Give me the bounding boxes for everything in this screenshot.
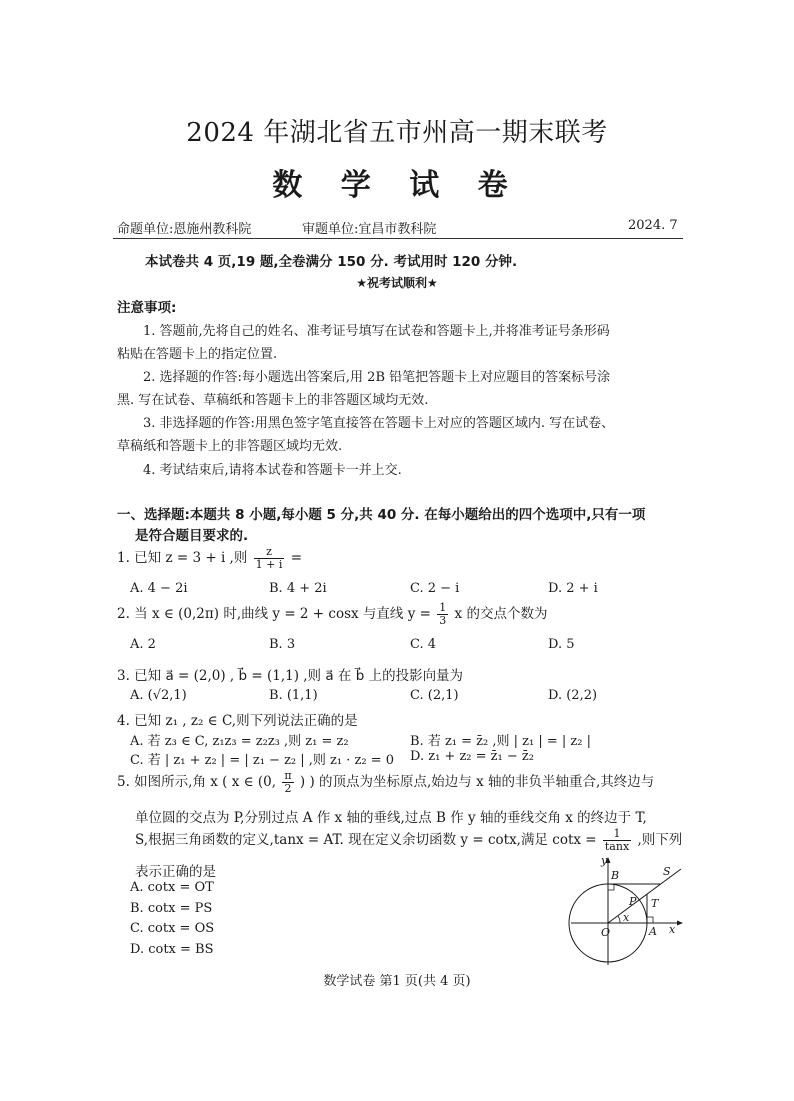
question-1-prefix: 1. 已知 z = 3 + i ,则	[117, 550, 248, 566]
fraction-numerator: 1	[603, 828, 631, 841]
question-2	[117, 602, 547, 627]
question-4-option-d: D. z₁ + z₂ = z̄₁ − z̄₂	[410, 749, 534, 764]
question-1-option-c: C. 2 − i	[410, 581, 460, 596]
question-5-option-d: D. cotx = BS	[130, 942, 214, 957]
question-5-line-3	[135, 828, 682, 853]
question-5-line-4: 表示正确的是	[135, 864, 216, 880]
header-rule	[113, 238, 683, 239]
question-4-option-a: A. 若 z₃ ∈ C, z₁z₃ = z₂z₃ ,则 z₁ = z₂	[130, 734, 349, 749]
fraction-denominator: tanx	[604, 840, 630, 853]
fraction-numerator: 1	[439, 601, 447, 615]
question-2-option-a: A. 2	[130, 637, 156, 652]
question-1-fraction	[254, 546, 285, 570]
section-heading-cont: 是符合题目要求的.	[135, 528, 249, 544]
label-b: B	[611, 869, 620, 882]
label-x: x	[669, 923, 676, 936]
question-3: 3. 已知 a⃗ = (2,0) , b⃗ = (1,1) ,则 a⃗ 在 b⃗ 上的投影向量为	[117, 668, 464, 684]
question-1	[117, 546, 302, 571]
label-origin: O	[601, 926, 611, 939]
question-1-option-d: D. 2 + i	[548, 581, 598, 596]
good-luck-line: ★祝考试顺利★	[356, 276, 438, 290]
section-heading: 一、选择题:本题共 8 小题,每小题 5 分,共 40 分. 在每小题给出的四个选项中,只有一项	[117, 507, 646, 523]
page-footer: 数学试卷 第1 页(共 4 页)	[323, 974, 471, 989]
question-2-suffix: x 的交点个数为	[454, 606, 548, 622]
exam-date: 2024. 7	[628, 218, 678, 233]
angle-arc	[618, 916, 620, 923]
proposer-unit: 命题单位:恩施州教科院	[117, 222, 252, 237]
question-3-option-b: B. (1,1)	[269, 688, 318, 703]
notice-heading: 注意事项:	[117, 300, 177, 316]
question-5-angle-fraction	[282, 770, 293, 794]
fraction-denominator: 1 + i	[255, 558, 283, 571]
label-t: T	[651, 897, 659, 910]
label-s: S	[663, 865, 671, 878]
notice-item: 1. 答题前,先将自己的姓名、准考证号填写在试卷和答题卡上,并将准考证号条形码	[143, 324, 610, 339]
label-y: y	[601, 855, 608, 867]
question-5-option-a: A. cotx = OT	[130, 880, 214, 895]
question-5-line-1-prefix: 5. 如图所示,角 x ( x ∈ (0,	[117, 774, 277, 790]
notice-item: 黑. 写在试卷、草稿纸和答题卡上的非答题区域均无效.	[117, 393, 429, 408]
fraction-numerator: π	[284, 769, 292, 783]
unit-circle-figure	[565, 855, 690, 967]
question-5-line-3-prefix: S,根据三角函数的定义,tanx = AT. 现在定义余切函数 y = cotx,满足 cotx =	[135, 832, 597, 848]
question-3-option-a: A. (√2,1)	[130, 688, 187, 703]
notice-item: 3. 非选择题的作答:用黑色签字笔直接答在答题卡上对应的答题区域内. 写在试卷、	[143, 416, 615, 431]
label-p: P	[629, 895, 637, 908]
question-2-option-d: D. 5	[548, 637, 575, 652]
label-angle: x	[623, 911, 630, 924]
question-4: 4. 已知 z₁ , z₂ ∈ C,则下列说法正确的是	[117, 713, 358, 729]
question-4-option-c: C. 若 | z₁ + z₂ | = | z₁ − z₂ | ,则 z₁ · z₂ = 0	[130, 753, 394, 768]
question-5-option-b: B. cotx = PS	[130, 901, 213, 916]
label-a: A	[649, 925, 657, 938]
right-angle-mark-b	[608, 884, 614, 890]
question-2-option-c: C. 4	[410, 637, 437, 652]
question-1-option-a: A. 4 − 2i	[130, 581, 188, 596]
notice-item: 粘贴在答题卡上的指定位置.	[117, 347, 278, 362]
notice-item: 草稿纸和答题卡上的非答题区域均无效.	[117, 439, 343, 454]
exam-summary: 本试卷共 4 页,19 题,全卷满分 150 分. 考试用时 120 分钟.	[145, 254, 518, 270]
reviewer-unit: 审题单位:宜昌市教科院	[302, 222, 437, 237]
question-5-line-1-suffix: ) ) 的顶点为坐标原点,始边与 x 轴的非负半轴重合,其终边与	[299, 774, 655, 790]
x-axis-arrow-icon	[677, 921, 683, 926]
question-3-option-c: C. (2,1)	[410, 688, 459, 703]
exam-subtitle: 数 学 试 卷	[272, 168, 522, 203]
fraction-denominator: 2	[284, 782, 292, 795]
question-5-line-2: 单位圆的交点为 P,分别过点 A 作 x 轴的垂线,过点 B 作 y 轴的垂线交角 x 的终边于 T,	[135, 810, 647, 826]
question-2-option-b: B. 3	[269, 637, 296, 652]
question-3-option-d: D. (2,2)	[548, 688, 598, 703]
question-2-prefix: 2. 当 x ∈ (0,2π) 时,曲线 y = 2 + cosx 与直线 y =	[117, 606, 431, 622]
notice-item: 4. 考试结束后,请将本试卷和答题卡一并上交.	[143, 463, 402, 478]
exam-title: 2024 年湖北省五市州高一期末联考	[186, 118, 608, 148]
question-2-fraction	[437, 602, 448, 626]
question-5-cot-fraction	[603, 828, 631, 852]
notice-item: 2. 选择题的作答:每小题选出答案后,用 2B 铅笔把答题卡上对应题目的答案标号涂	[143, 370, 611, 385]
question-4-option-b: B. 若 z₁ = z̄₂ ,则 | z₁ | = | z₂ |	[410, 734, 591, 749]
question-5-line-1	[117, 770, 654, 795]
fraction-denominator: 3	[439, 614, 447, 627]
question-1-option-b: B. 4 + 2i	[269, 581, 327, 596]
question-5-line-3-suffix: ,则下列	[637, 832, 683, 848]
question-1-suffix: =	[290, 550, 302, 566]
right-angle-mark-a	[647, 917, 653, 923]
question-5-option-c: C. cotx = OS	[130, 921, 215, 936]
fraction-numerator: z	[254, 546, 285, 559]
